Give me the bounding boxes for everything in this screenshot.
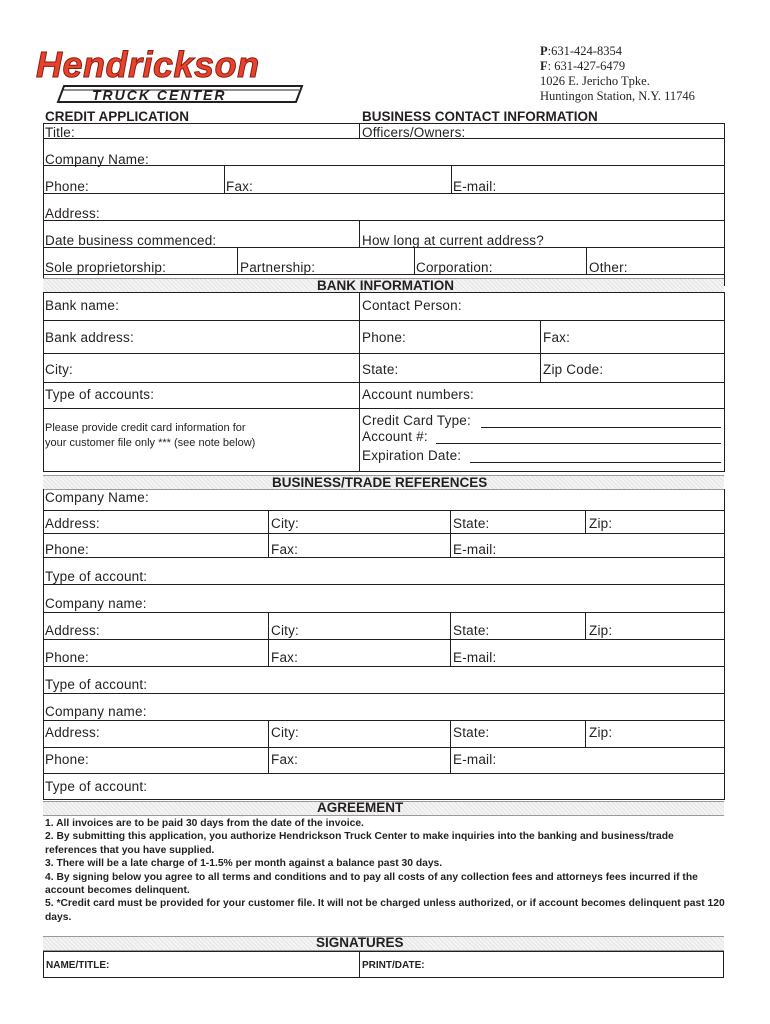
- partnership-field[interactable]: Partnership:: [240, 260, 316, 275]
- title-field[interactable]: Title:: [45, 125, 75, 140]
- ref2-phone-field[interactable]: Phone:: [45, 650, 89, 665]
- divider: [359, 951, 360, 978]
- email-field[interactable]: E-mail:: [453, 179, 497, 194]
- rule: [43, 471, 724, 472]
- name-title-field[interactable]: NAME/TITLE:: [46, 960, 110, 971]
- border-right: [724, 123, 725, 286]
- contact-block: [540, 44, 695, 104]
- border-left: [43, 489, 44, 800]
- rule: [43, 408, 724, 409]
- rule: [43, 612, 724, 613]
- rule: [43, 274, 724, 275]
- divider: [237, 248, 238, 275]
- rule: [43, 165, 724, 166]
- ref2-city-field[interactable]: City:: [271, 623, 299, 638]
- ref1-address-field[interactable]: Address:: [45, 516, 100, 531]
- rule: [43, 533, 724, 534]
- cc-note-line-2: your customer file only *** (see note below): [45, 437, 256, 449]
- rule: [43, 320, 724, 321]
- address-line-2: Huntingon Station, N.Y. 11746: [540, 89, 695, 103]
- ref3-fax-field[interactable]: Fax:: [271, 752, 299, 767]
- agreement-item-3: 3. There will be a late charge of 1-1.5% per month against a balance past 30 days.: [45, 858, 443, 870]
- bank-state-field[interactable]: State:: [362, 362, 399, 377]
- ref2-email-field[interactable]: E-mail:: [453, 650, 497, 665]
- ref3-company-field[interactable]: Company name:: [45, 704, 147, 719]
- agreement-heading: AGREEMENT: [317, 800, 404, 815]
- divider: [450, 511, 451, 558]
- divider: [585, 613, 586, 639]
- company-name-field[interactable]: Company Name:: [45, 152, 149, 167]
- rule: [43, 584, 724, 585]
- border-left: [43, 123, 44, 286]
- bank-zip-field[interactable]: Zip Code:: [543, 362, 604, 377]
- ref3-state-field[interactable]: State:: [453, 725, 490, 740]
- divider: [268, 613, 269, 667]
- divider: [586, 248, 587, 275]
- logo-main-text: Hendrickson: [36, 44, 260, 85]
- ref1-phone-field[interactable]: Phone:: [45, 542, 89, 557]
- cc-type-input[interactable]: [481, 427, 721, 428]
- phone-field[interactable]: Phone:: [45, 179, 89, 194]
- rule: [43, 510, 724, 511]
- ref2-type-field[interactable]: Type of account:: [45, 677, 148, 692]
- rule: [43, 353, 724, 354]
- contact-person-field[interactable]: Contact Person:: [362, 298, 462, 313]
- agreement-item-5: 5. *Credit card must be provided for your customer file. It will not be charged unless authorized, or if account becomes delinquent past 120 days.: [45, 898, 725, 923]
- ref1-type-field[interactable]: Type of account:: [45, 569, 148, 584]
- ref3-address-field[interactable]: Address:: [45, 725, 100, 740]
- ref1-email-field[interactable]: E-mail:: [453, 542, 497, 557]
- divider: [414, 248, 415, 275]
- ref1-fax-field[interactable]: Fax:: [271, 542, 299, 557]
- how-long-field[interactable]: How long at current address?: [362, 233, 544, 248]
- credit-application-heading: CREDIT APPLICATION: [45, 109, 189, 124]
- rule: [43, 138, 724, 139]
- cc-type-label: Credit Card Type:: [362, 413, 471, 428]
- fax-number: : 631-427-6479: [547, 59, 626, 73]
- phone-prefix: P: [540, 44, 548, 58]
- rule: [43, 220, 724, 221]
- ref3-zip-field[interactable]: Zip:: [589, 725, 613, 740]
- officers-field[interactable]: Officers/Owners:: [362, 125, 466, 140]
- divider: [224, 166, 225, 193]
- ref1-city-field[interactable]: City:: [271, 516, 299, 531]
- cc-account-input[interactable]: [436, 443, 721, 444]
- other-field[interactable]: Other:: [589, 260, 628, 275]
- bank-city-field[interactable]: City:: [45, 362, 73, 377]
- cc-expiration-label: Expiration Date:: [362, 448, 462, 463]
- rule: [43, 193, 724, 194]
- bank-information-heading: BANK INFORMATION: [317, 278, 454, 293]
- border-right: [724, 292, 725, 472]
- cc-note-line-1: Please provide credit card information for: [45, 422, 246, 434]
- ref1-zip-field[interactable]: Zip:: [589, 516, 613, 531]
- ref3-email-field[interactable]: E-mail:: [453, 752, 497, 767]
- rule: [43, 247, 724, 248]
- ref1-company-field[interactable]: Company Name:: [45, 490, 149, 505]
- agreement-item-4: 4. By signing below you agree to all terms and conditions and to pay all costs of any collection fees and attorneys fees incurred if the account becomes delinquent.: [45, 871, 698, 897]
- rule: [43, 747, 724, 748]
- agreement-item-1: 1. All invoices are to be paid 30 days from the date of the invoice.: [45, 818, 364, 829]
- ref2-address-field[interactable]: Address:: [45, 623, 100, 638]
- ref3-phone-field[interactable]: Phone:: [45, 752, 89, 767]
- divider: [540, 321, 541, 383]
- border-right: [724, 489, 725, 800]
- logo-sub-text: TRUCK CENTER: [92, 87, 227, 103]
- rule: [43, 382, 724, 383]
- bank-fax-field[interactable]: Fax:: [543, 330, 571, 345]
- date-commenced-field[interactable]: Date business commenced:: [45, 233, 217, 248]
- print-date-field[interactable]: PRINT/DATE:: [362, 960, 425, 971]
- divider: [268, 511, 269, 558]
- agreement-text: [45, 817, 725, 924]
- ref3-city-field[interactable]: City:: [271, 725, 299, 740]
- fax-prefix: F: [540, 59, 548, 73]
- divider: [450, 613, 451, 667]
- divider: [359, 221, 360, 248]
- ref2-fax-field[interactable]: Fax:: [271, 650, 299, 665]
- ref2-zip-field[interactable]: Zip:: [589, 623, 613, 638]
- cc-expiration-input[interactable]: [470, 462, 721, 463]
- cc-account-label: Account #:: [362, 429, 428, 444]
- divider: [585, 511, 586, 533]
- rule: [43, 666, 724, 667]
- rule: [43, 773, 724, 774]
- rule: [43, 557, 724, 558]
- signatures-heading: SIGNATURES: [316, 935, 404, 950]
- ref2-state-field[interactable]: State:: [453, 623, 490, 638]
- account-numbers-field[interactable]: Account numbers:: [362, 387, 475, 402]
- type-of-accounts-field[interactable]: Type of accounts:: [45, 387, 155, 402]
- ref1-state-field[interactable]: State:: [453, 516, 490, 531]
- rule: [43, 123, 724, 124]
- sole-proprietorship-field[interactable]: Sole proprietorship:: [45, 260, 167, 275]
- rule: [43, 292, 724, 293]
- address-line-1: 1026 E. Jericho Tpke.: [540, 74, 650, 88]
- phone-number: :631-424-8354: [547, 44, 622, 58]
- trade-references-heading: BUSINESS/TRADE REFERENCES: [272, 475, 488, 490]
- address-field[interactable]: Address:: [45, 206, 100, 221]
- divider: [359, 123, 360, 139]
- bank-address-field[interactable]: Bank address:: [45, 330, 134, 345]
- divider: [451, 166, 452, 193]
- ref3-type-field[interactable]: Type of account:: [45, 779, 148, 794]
- ref2-company-field[interactable]: Company name:: [45, 596, 147, 611]
- rule: [43, 720, 724, 721]
- bank-phone-field[interactable]: Phone:: [362, 330, 406, 345]
- agreement-item-2: 2. By submitting this application, you authorize Hendrickson Truck Center to make inquiries into the banking and business/trade references that you have supplied.: [45, 831, 674, 856]
- divider: [585, 721, 586, 747]
- business-contact-heading: BUSINESS CONTACT INFORMATION: [362, 109, 598, 124]
- fax-field[interactable]: Fax:: [226, 179, 254, 194]
- rule: [43, 693, 724, 694]
- rule: [43, 639, 724, 640]
- corporation-field[interactable]: Corporation:: [416, 260, 493, 275]
- hendrickson-logo: [34, 44, 334, 106]
- bank-name-field[interactable]: Bank name:: [45, 298, 120, 313]
